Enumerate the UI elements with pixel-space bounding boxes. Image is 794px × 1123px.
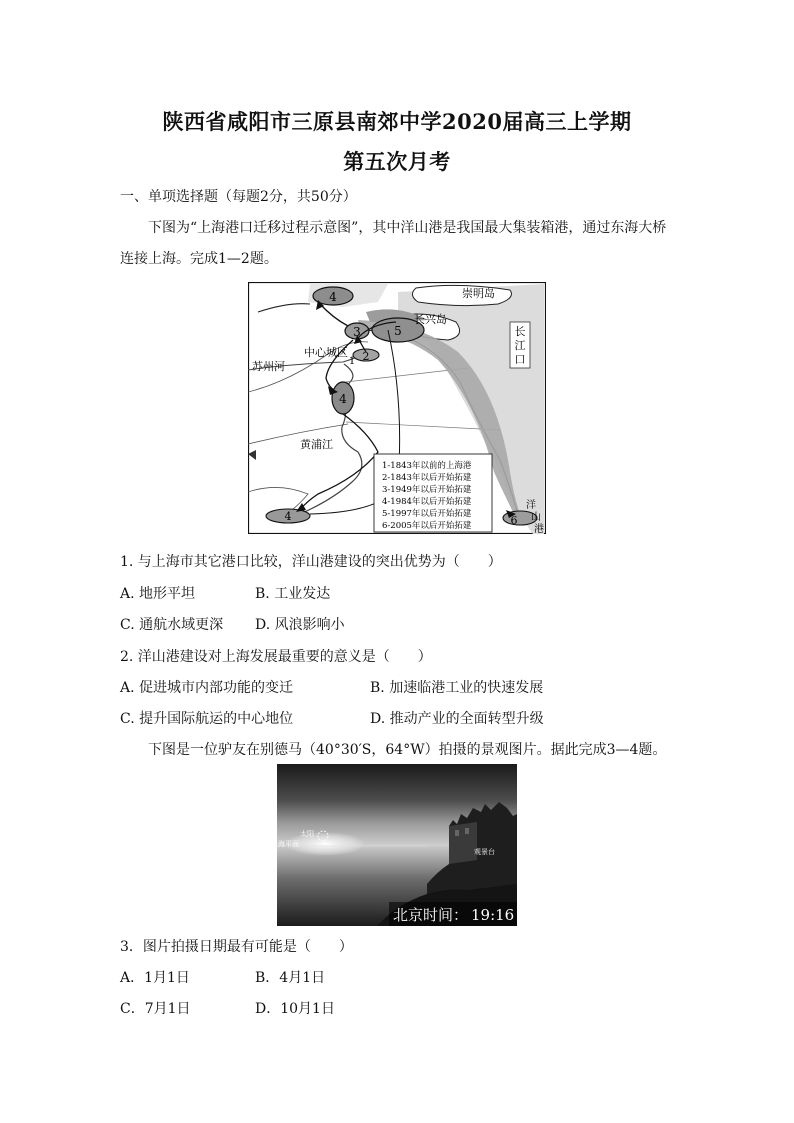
question-1-option-a: A. 地形平坦 <box>120 586 196 602</box>
map-marker-3: 3 <box>353 325 361 339</box>
intro-text-2: 下图是一位驴友在别德马（40°30′S，64°W）拍摄的景观图片。据此完成3—4题。 <box>148 742 667 758</box>
map-marker-4b: 4 <box>339 392 347 406</box>
question-2-option-c: C. 提升国际航运的中心地位 <box>120 711 294 727</box>
question-2-stem: 2. 洋山港建设对上海发展最重要的意义是（ ） <box>120 649 432 665</box>
legend-item-1: 1-1843年以前的上海港 <box>382 461 472 471</box>
map-marker-6: 6 <box>510 514 518 527</box>
map-label-yangshan-1: 洋 <box>526 500 536 511</box>
question-3-stem: 3．图片拍摄日期最有可能是（ ） <box>120 939 353 955</box>
question-3-option-a: A．1月1日 <box>120 970 190 986</box>
legend-item-3: 3-1949年以后开始拓建 <box>382 485 472 495</box>
sunset-photo <box>277 764 517 926</box>
legend-item-4: 4-1984年以后开始拓建 <box>382 497 472 507</box>
map-label-changxing: 长兴岛 <box>414 313 447 326</box>
map-label-center: 中心城区 <box>304 346 348 359</box>
question-2-option-a: A. 促进城市内部功能的变迁 <box>120 680 294 696</box>
section-heading: 一、单项选择题（每题2分，共50分） <box>120 189 357 205</box>
question-1-option-c: C. 通航水域更深 <box>120 617 224 633</box>
question-2-option-b: B. 加速临港工业的快速发展 <box>370 680 544 696</box>
photo-time-value: 19:16 <box>471 906 515 924</box>
map-label-estuary-2: 江 <box>514 339 526 352</box>
map-label-estuary-1: 长 <box>514 325 526 338</box>
legend-item-6: 6-2005年以后开始拓建 <box>382 521 472 531</box>
map-label-yangshan-3: 港 <box>534 524 544 534</box>
map-label-chongming: 崇明岛 <box>462 287 495 300</box>
question-2-option-d: D. 推动产业的全面转型升级 <box>370 711 544 727</box>
map-marker-1: 1 <box>348 356 356 367</box>
photo-sea-label: 海平面 <box>278 840 299 848</box>
map-label-estuary-3: 口 <box>514 353 526 366</box>
legend-item-2: 2-1843年以后开始拓建 <box>382 473 472 483</box>
map-label-suzhou: 苏州河 <box>252 360 285 373</box>
map-marker-5: 5 <box>394 324 402 338</box>
intro-text-1a: 下图为“上海港口迁移过程示意图”，其中洋山港是我国最大集装箱港，通过东海大桥 <box>148 220 667 236</box>
intro-text-1b: 连接上海。完成1—2题。 <box>120 251 278 267</box>
question-3-option-d: D．10月1日 <box>255 1001 335 1017</box>
question-1-stem: 1. 与上海市其它港口比较，洋山港建设的突出优势为（ ） <box>120 554 502 570</box>
page-subtitle: 第五次月考 <box>343 149 451 174</box>
question-1-option-d: D. 风浪影响小 <box>255 617 345 633</box>
question-3-option-c: C．7月1日 <box>120 1001 191 1017</box>
photo-time-label: 北京时间： <box>393 906 469 924</box>
page-title: 陕西省咸阳市三原县南郊中学2020届高三上学期 <box>162 109 632 134</box>
map-marker-2: 2 <box>362 350 370 363</box>
legend-item-5: 5-1997年以后开始拓建 <box>382 509 472 519</box>
map-label-yangshan-2: 山 <box>531 512 541 523</box>
map-marker-4c: 4 <box>284 510 292 523</box>
map-marker-4a: 4 <box>329 290 337 304</box>
question-3-option-b: B．4月1日 <box>255 970 326 986</box>
photo-tower-label: 观景台 <box>474 848 495 856</box>
port-migration-map <box>248 282 546 534</box>
photo-sun-label: 太阳 <box>300 830 314 838</box>
question-1-option-b: B. 工业发达 <box>255 586 331 602</box>
map-label-huangpu: 黄浦江 <box>300 438 333 451</box>
